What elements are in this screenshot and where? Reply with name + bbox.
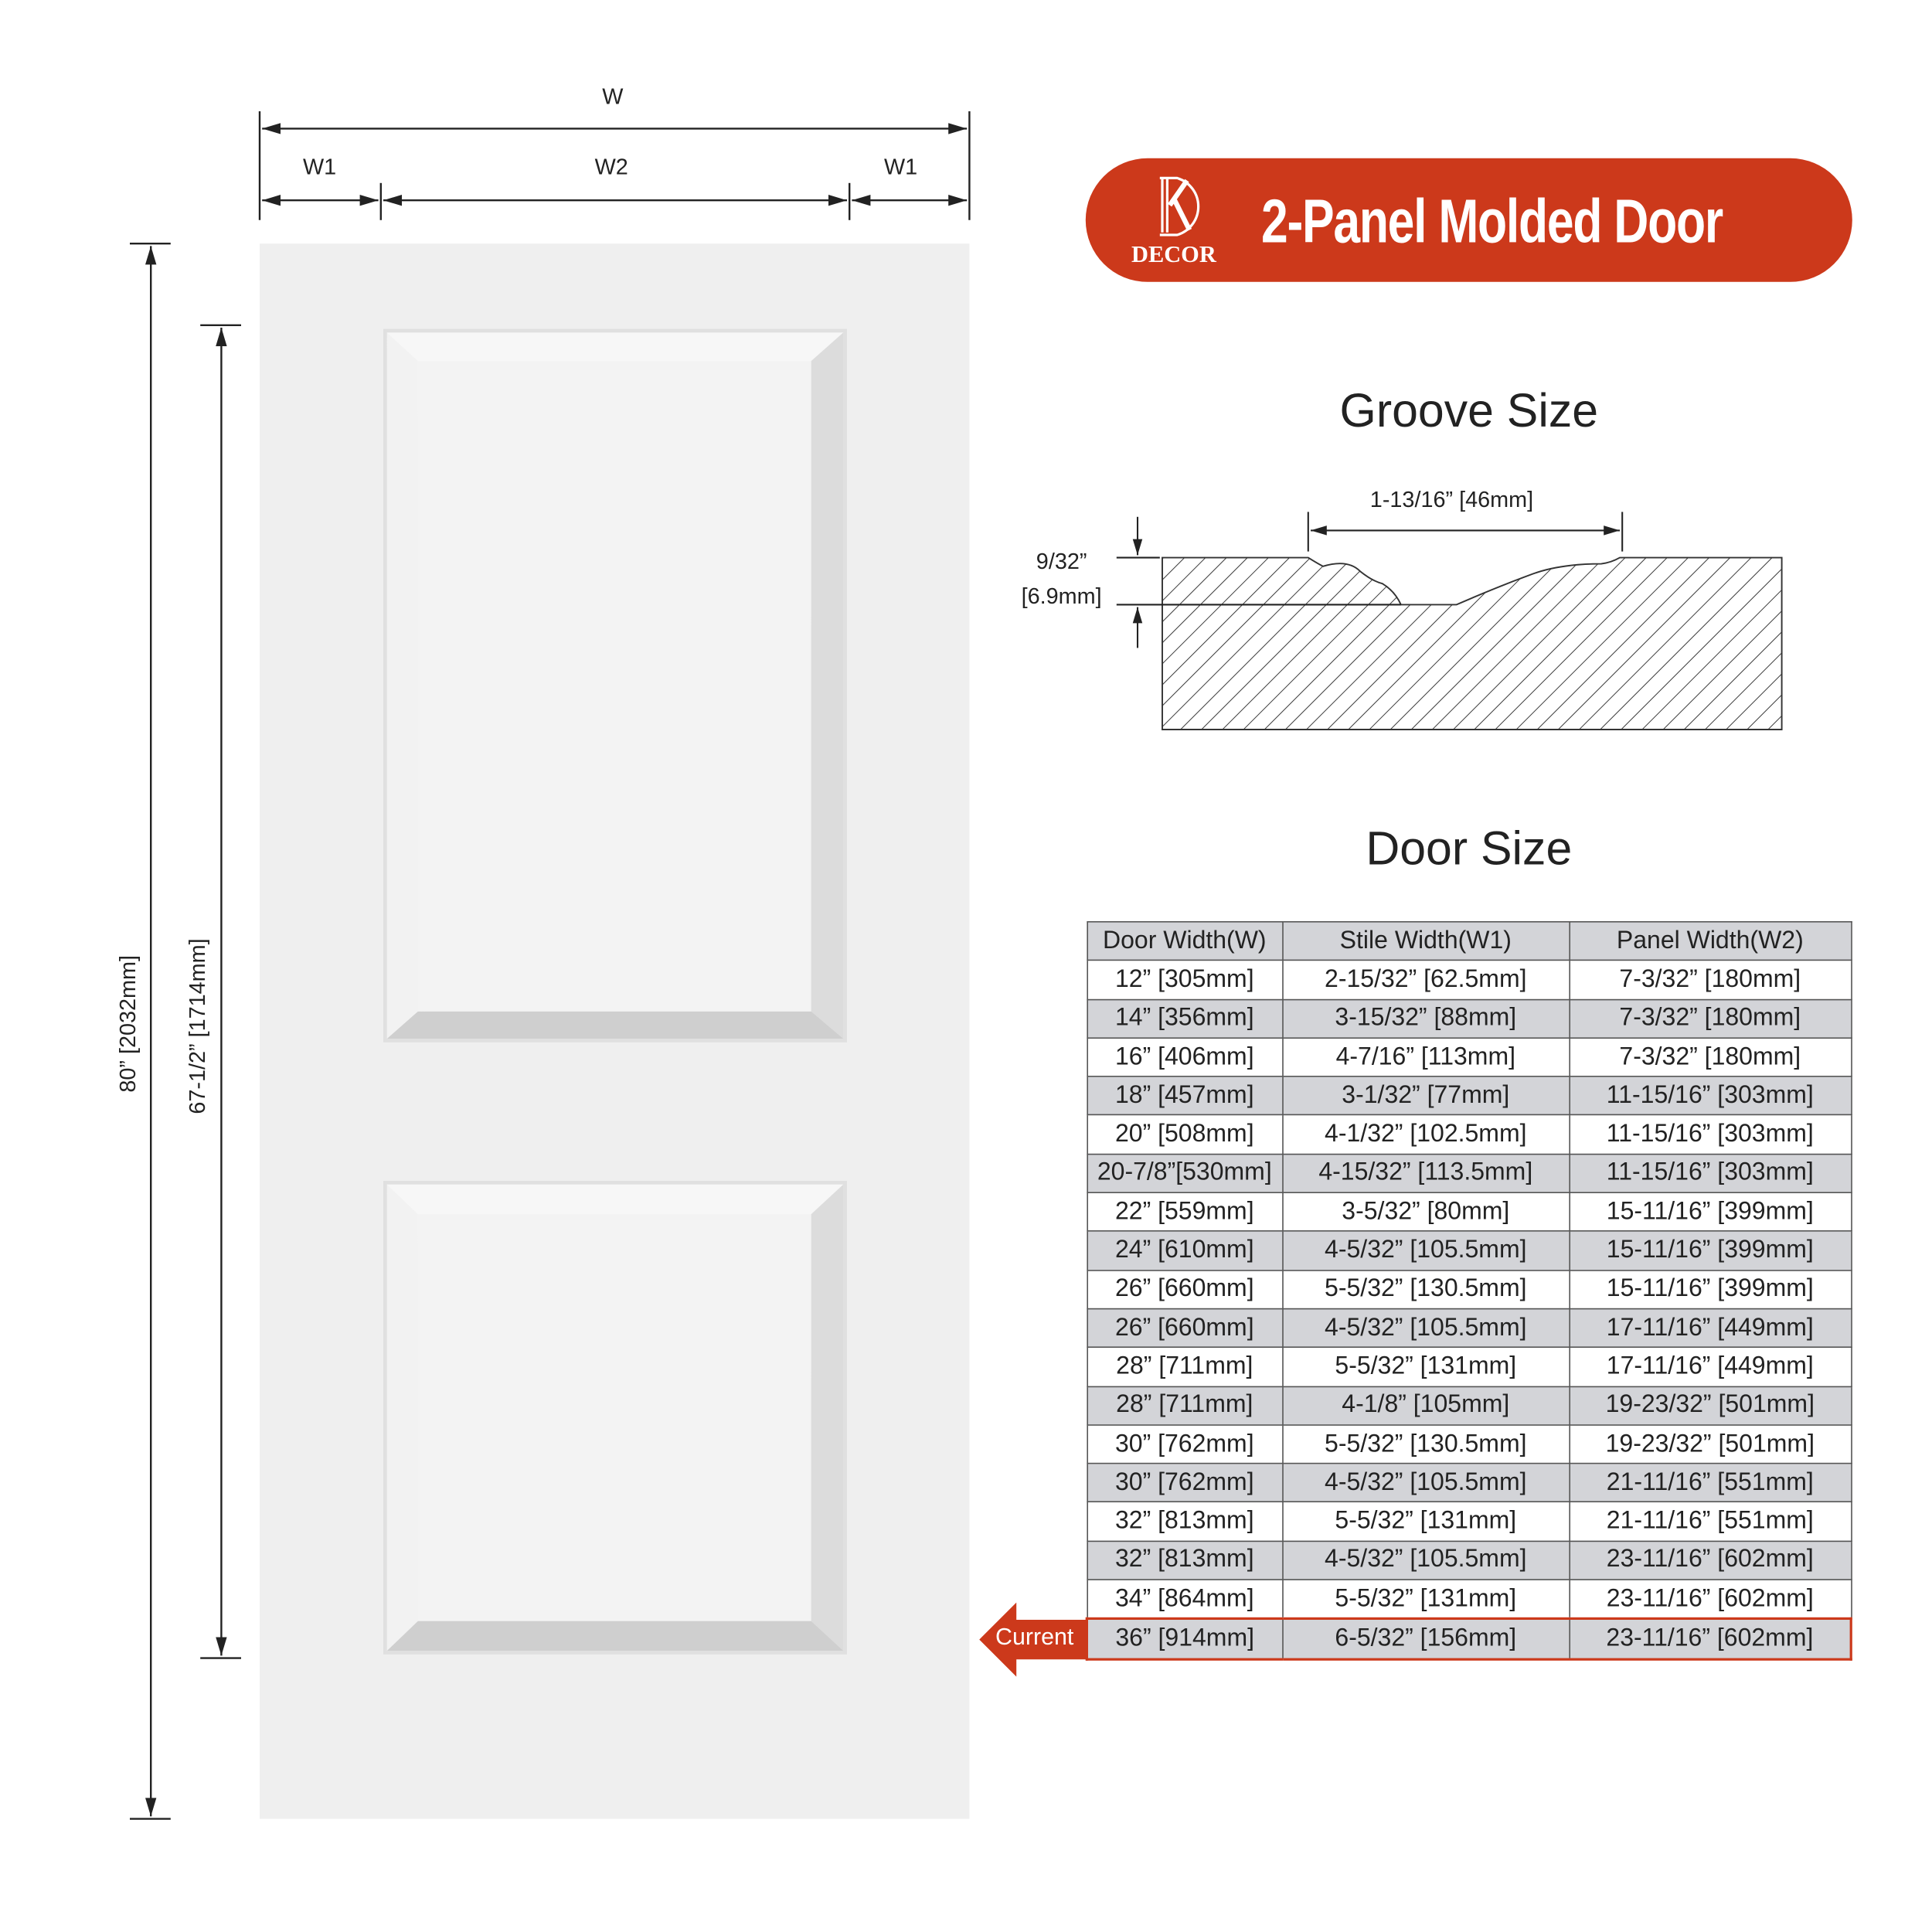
panel-width-cell: 15-11/16” [399mm] [1569,1231,1851,1270]
table-row [1087,1386,1851,1425]
door-width-cell: 14” [356mm] [1087,999,1282,1038]
table-row [1087,1464,1851,1502]
stile-width-cell: 3-15/32” [88mm] [1282,999,1569,1038]
panel-width-cell: 17-11/16” [449mm] [1569,1309,1851,1348]
panel-width-cell: 19-23/32” [501mm] [1569,1386,1851,1425]
groove-title: Groove Size [1339,386,1599,438]
panel-height-label: 67-1/2” [1714mm] [185,938,210,1114]
door-width-cell: 26” [660mm] [1087,1270,1282,1308]
table-row [1087,1502,1851,1541]
lower-panel [383,1181,847,1655]
table-row [1087,1231,1851,1270]
panel-width-cell: 7-3/32” [180mm] [1569,1038,1851,1077]
panel-width-cell: 11-15/16” [303mm] [1569,1154,1851,1192]
panel-width-cell: 23-11/16” [602mm] [1569,1619,1851,1659]
banner-title: 2-Panel Molded Door [1261,186,1723,257]
stile-width-cell: 4-7/16” [113mm] [1282,1038,1569,1077]
panel-width-cell: 15-11/16” [399mm] [1569,1192,1851,1231]
panel-width-cell: 23-11/16” [602mm] [1569,1580,1851,1619]
groove-depth-inch: 9/32” [1036,549,1087,574]
table-row [1087,1077,1851,1115]
table-row [1087,999,1851,1038]
panel-width-cell: 21-11/16” [551mm] [1569,1502,1851,1541]
groove-depth-mm: [6.9mm] [1021,583,1102,609]
panel-width-cell: 21-11/16” [551mm] [1569,1464,1851,1502]
door-size-title: Door Size [1366,823,1573,876]
table-row [1087,1192,1851,1231]
panel-width-cell: 7-3/32” [180mm] [1569,961,1851,999]
door-width-cell: 32” [813mm] [1087,1502,1282,1541]
panel-width-cell: 15-11/16” [399mm] [1569,1270,1851,1308]
stile-width-cell: 6-5/32” [156mm] [1282,1619,1569,1659]
door-width-cell: 32” [813mm] [1087,1541,1282,1580]
stile-width-cell: 4-5/32” [105.5mm] [1282,1541,1569,1580]
door-width-cell: 34” [864mm] [1087,1580,1282,1619]
table-header-row [1087,922,1851,961]
stile-width-cell: 5-5/32” [130.5mm] [1282,1270,1569,1308]
table-row [1087,1541,1851,1580]
stile-width-cell: 4-5/32” [105.5mm] [1282,1464,1569,1502]
table-row [1087,1580,1851,1619]
table-row-current [1087,1619,1851,1659]
table-row [1087,1154,1851,1192]
stile-width-cell: 2-15/32” [62.5mm] [1282,961,1569,999]
stile-width-cell: 4-1/32” [102.5mm] [1282,1115,1569,1154]
table-row [1087,1270,1851,1308]
table-row [1087,1425,1851,1464]
groove-profile-diagram [989,495,1855,742]
stile-width-cell: 4-1/8” [105mm] [1282,1386,1569,1425]
stile-width-cell: 4-5/32” [105.5mm] [1282,1309,1569,1348]
table-row [1087,1038,1851,1077]
door-width-cell: 12” [305mm] [1087,961,1282,999]
stile-width-cell: 4-15/32” [113.5mm] [1282,1154,1569,1192]
current-label: Current [995,1624,1074,1651]
door-width-cell: 28” [711mm] [1087,1348,1282,1386]
stile-width-cell: 5-5/32” [131mm] [1282,1580,1569,1619]
table-row [1087,1348,1851,1386]
door-width-cell: 20-7/8”[530mm] [1087,1154,1282,1192]
panel-width-cell: 23-11/16” [602mm] [1569,1541,1851,1580]
panel-width-cell: 11-15/16” [303mm] [1569,1115,1851,1154]
door-width-cell: 36” [914mm] [1087,1619,1282,1659]
table-row [1087,1309,1851,1348]
total-height-label: 80” [2032mm] [115,954,141,1093]
stile-width-cell: 4-5/32” [105.5mm] [1282,1231,1569,1270]
panel-label: W2 [594,155,628,179]
groove-width-label: 1-13/16” [46mm] [1369,487,1534,512]
panel-width-cell: 11-15/16” [303mm] [1569,1077,1851,1115]
logo-k-icon [1150,173,1212,237]
width-label: W [602,83,624,109]
panel-width-cell: 19-23/32” [501mm] [1569,1425,1851,1464]
door-width-cell: 28” [711mm] [1087,1386,1282,1425]
door-width-cell: 24” [610mm] [1087,1231,1282,1270]
stile-width-cell: 5-5/32” [130.5mm] [1282,1425,1569,1464]
header-door-width: Door Width(W) [1087,922,1282,961]
door-width-cell: 30” [762mm] [1087,1425,1282,1464]
door-width-cell: 20” [508mm] [1087,1115,1282,1154]
door-size-table [1086,921,1852,1660]
table-row [1087,1115,1851,1154]
stile-width-cell: 3-5/32” [80mm] [1282,1192,1569,1231]
door-width-cell: 18” [457mm] [1087,1077,1282,1115]
stile-label-right: W1 [884,155,918,179]
panel-width-cell: 17-11/16” [449mm] [1569,1348,1851,1386]
table-row [1087,961,1851,999]
header-panel-width: Panel Width(W2) [1569,922,1851,961]
stile-label-left: W1 [303,155,337,179]
stile-width-cell: 3-1/32” [77mm] [1282,1077,1569,1115]
door-width-cell: 22” [559mm] [1087,1192,1282,1231]
door-width-cell: 26” [660mm] [1087,1309,1282,1348]
stile-width-cell: 5-5/32” [131mm] [1282,1502,1569,1541]
header-stile-width: Stile Width(W1) [1282,922,1569,961]
panel-width-cell: 7-3/32” [180mm] [1569,999,1851,1038]
door-drawing [0,0,989,1855]
door-width-cell: 30” [762mm] [1087,1464,1282,1502]
upper-panel [383,329,847,1043]
door-width-cell: 16” [406mm] [1087,1038,1282,1077]
stile-width-cell: 5-5/32” [131mm] [1282,1348,1569,1386]
logo-decor-text: DECOR [1131,242,1216,269]
